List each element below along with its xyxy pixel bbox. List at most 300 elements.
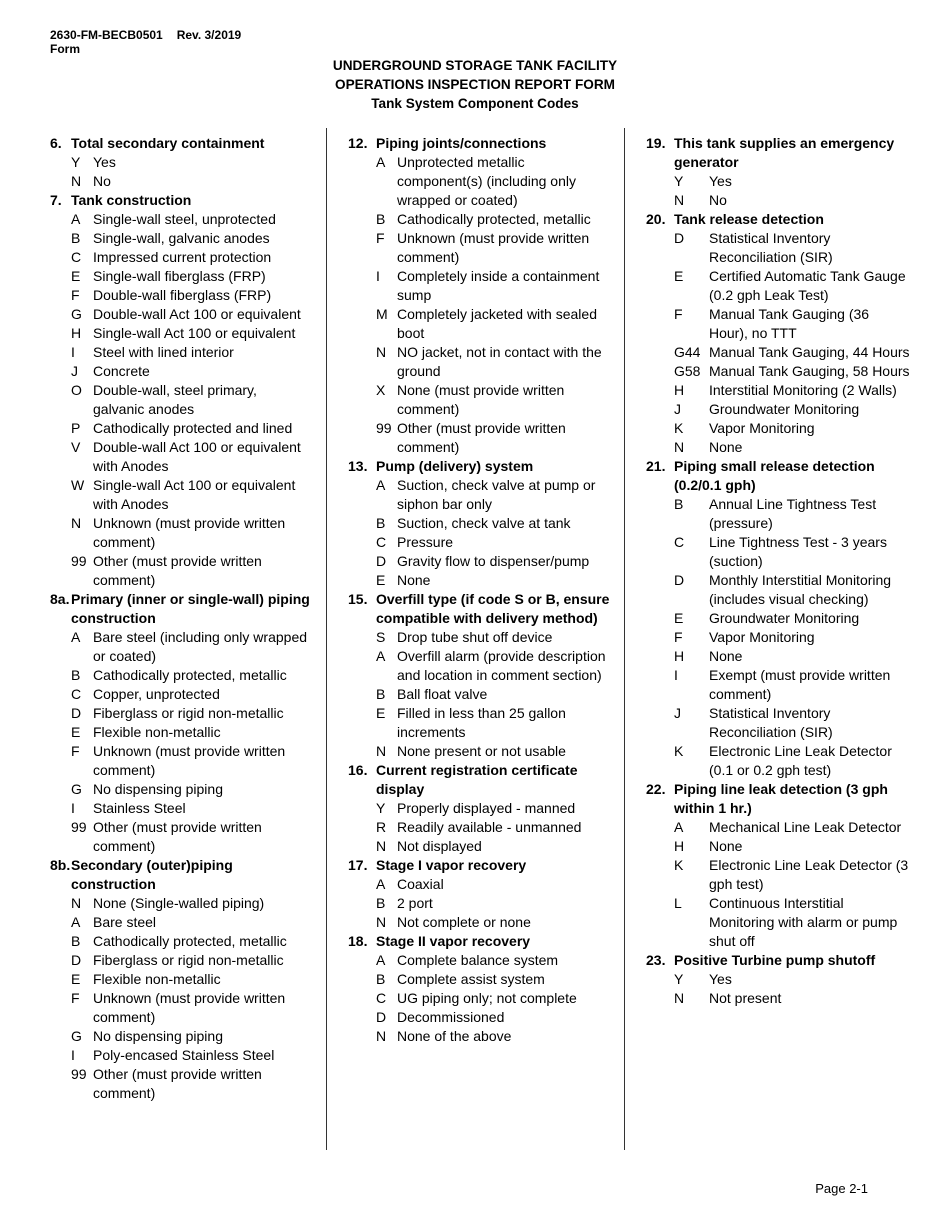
section-title: Pump (delivery) system [376,458,534,474]
code-description: Cathodically protected and lined [93,420,293,436]
code-description: Yes [709,971,732,987]
code-description: Yes [93,154,116,170]
section-heading [646,780,910,818]
code-value: K [674,857,684,873]
code-item [646,343,910,362]
code-value: C [674,534,685,550]
section-title: Total secondary containment [71,135,265,151]
section-heading [50,590,312,628]
section-number: 16. [348,762,368,778]
code-description: None (Single-walled piping) [93,895,265,911]
code-description: Flexible non-metallic [93,724,221,740]
code-item [646,989,910,1008]
code-item [348,514,612,533]
section-number: 13. [348,458,368,474]
code-description: Cathodically protected, metallic [397,211,591,227]
code-item [646,666,910,704]
code-item [348,229,612,267]
code-description: Unprotected metallic component(s) (including only wrapped or coated) [397,154,576,208]
form-code: 2630-FM-BECB0501 [50,28,163,42]
page-section-title: Tank System Component Codes [371,96,579,111]
code-item [646,571,910,609]
code-item [50,780,312,799]
code-value: X [376,382,386,398]
section-title: Secondary (outer)piping construction [71,857,233,892]
code-description: Manual Tank Gauging, 58 Hours [709,363,910,379]
page-title: UNDERGROUND STORAGE TANK FACILITY [332,58,618,73]
code-item [50,913,312,932]
code-description: Not displayed [397,838,482,854]
code-value: B [71,230,81,246]
section-number: 22. [646,781,666,797]
code-description: Completely jacketed with sealed boot [397,306,597,341]
code-value: J [71,363,78,379]
column-divider [326,128,327,1150]
code-description: Exempt (must provide written comment) [709,667,891,702]
code-item [348,267,612,305]
code-description: Steel with lined interior [93,344,234,360]
section-title: This tank supplies an emergency generator [674,135,895,170]
code-description: None of the above [397,1028,512,1044]
code-description: Single-wall Act 100 or equivalent [93,325,296,341]
code-value: 99 [71,819,87,835]
code-item [348,381,612,419]
code-item [50,723,312,742]
code-description: Interstitial Monitoring (2 Walls) [709,382,897,398]
code-item [646,970,910,989]
code-value: N [674,439,685,455]
code-description: Vapor Monitoring [709,629,815,645]
section-number: 23. [646,952,666,968]
page-subtitle: OPERATIONS INSPECTION REPORT FORM [335,77,615,92]
code-item [50,970,312,989]
code-description: Single-wall Act 100 or equivalent with Anodes [93,477,296,512]
code-item [348,571,612,590]
section-heading [348,761,612,799]
code-value: B [71,933,81,949]
code-value: Y [674,971,684,987]
code-section [50,590,312,856]
code-item [50,685,312,704]
code-description: Filled in less than 25 gallon increments [397,705,566,740]
code-value: V [71,439,81,455]
code-description: Overfill alarm (provide description and location in comment section) [397,648,606,683]
code-value: I [71,1047,75,1063]
code-item [646,305,910,343]
code-description: Completely inside a containment sump [397,268,600,303]
code-description: None [709,439,743,455]
code-value: I [674,667,678,683]
code-item [646,191,910,210]
code-description: Decommissioned [397,1009,505,1025]
code-section [348,457,612,590]
code-description: Other (must provide written comment) [93,553,262,588]
code-value: F [376,230,385,246]
code-description: Cathodically protected, metallic [93,933,287,949]
code-item [348,875,612,894]
code-description: Drop tube shut off device [397,629,553,645]
code-section [646,457,910,780]
code-value: L [674,895,682,911]
code-value: B [376,211,386,227]
code-description: Double-wall Act 100 or equivalent [93,306,301,322]
code-value: A [376,648,386,664]
code-description: No dispensing piping [93,1028,223,1044]
code-description: Readily available - unmanned [397,819,582,835]
code-item [50,438,312,476]
code-value: N [376,344,387,360]
code-description: Bare steel (including only wrapped or coated) [93,629,308,664]
code-value: 99 [71,1066,87,1082]
code-value: N [376,914,387,930]
code-value: G [71,781,82,797]
code-description: No [709,192,727,208]
code-value: S [376,629,386,645]
code-description: Complete balance system [397,952,559,968]
code-item [50,1065,312,1103]
section-title: Tank construction [71,192,192,208]
code-description: No dispensing piping [93,781,223,797]
code-description: None (must provide written comment) [397,382,565,417]
code-item [646,533,910,571]
code-value: N [674,990,685,1006]
section-number: 12. [348,135,368,151]
code-value: N [376,838,387,854]
section-heading [348,457,612,476]
code-section [646,134,910,210]
code-description: UG piping only; not complete [397,990,577,1006]
code-item [348,913,612,932]
code-item [50,324,312,343]
code-value: J [674,705,681,721]
code-value: F [71,990,80,1006]
code-item [348,305,612,343]
code-item [646,647,910,666]
code-item [646,894,910,951]
page-number: Page 2-1 [815,1181,868,1196]
code-description: Vapor Monitoring [709,420,815,436]
code-item [50,628,312,666]
code-item [50,989,312,1027]
code-value: Y [674,173,684,189]
code-item [348,343,612,381]
code-value: E [376,705,386,721]
code-item [50,799,312,818]
code-description: Unknown (must provide written comment) [93,515,286,550]
code-value: A [376,477,386,493]
code-item [348,476,612,514]
code-description: Single-wall steel, unprotected [93,211,276,227]
code-item [50,286,312,305]
code-item [348,628,612,647]
code-value: N [376,1028,387,1044]
code-value: F [674,306,683,322]
code-item [50,362,312,381]
code-value: A [674,819,684,835]
code-item [646,267,910,305]
section-title: Stage I vapor recovery [376,857,527,873]
code-item [348,799,612,818]
code-value: I [71,800,75,816]
code-value: A [376,154,386,170]
codes-column-1 [50,134,312,1103]
code-description: Double-wall Act 100 or equivalent with Anodes [93,439,301,474]
code-description: Manual Tank Gauging, 44 Hours [709,344,910,360]
code-description: Complete assist system [397,971,545,987]
code-description: Electronic Line Leak Detector (3 gph test) [709,857,909,892]
section-number: 18. [348,933,368,949]
code-item [348,552,612,571]
code-description: Cathodically protected, metallic [93,667,287,683]
code-value: B [376,515,386,531]
section-heading [50,134,312,153]
code-item [50,210,312,229]
code-item [348,989,612,1008]
section-title: Overfill type (if code S or B, ensure compatible with delivery method) [376,591,610,626]
code-value: D [71,952,82,968]
section-heading [348,856,612,875]
section-heading [646,951,910,970]
section-title: Piping line leak detection (3 gph within 1 hr.) [674,781,888,816]
code-value: E [376,572,386,588]
section-number: 6. [50,135,62,151]
code-description: Yes [709,173,732,189]
code-description: Monthly Interstitial Monitoring (includes visual checking) [709,572,892,607]
code-section [348,761,612,856]
section-number: 8b. [50,857,71,873]
code-value: E [674,268,684,284]
section-heading [646,210,910,229]
form-id-block [50,28,241,56]
code-description: Unknown (must provide written comment) [93,743,286,778]
code-item [646,609,910,628]
code-item [646,438,910,457]
form-revision: Rev. 3/2019 [176,28,242,42]
code-section [348,134,612,457]
code-description: Single-wall, galvanic anodes [93,230,270,246]
code-value: I [71,344,75,360]
code-value: D [376,1009,387,1025]
code-description: 2 port [397,895,433,911]
code-item [348,742,612,761]
code-section [348,932,612,1046]
section-number: 17. [348,857,368,873]
code-value: H [674,382,685,398]
code-value: Y [71,154,81,170]
section-title: Tank release detection [674,211,824,227]
code-item [646,837,910,856]
code-description: Continuous Interstitial Monitoring with alarm or pump shut off [709,895,898,949]
code-description: Concrete [93,363,150,379]
code-description: Suction, check valve at pump or siphon bar only [397,477,596,512]
code-description: Poly-encased Stainless Steel [93,1047,275,1063]
code-value: N [376,743,387,759]
code-item [50,552,312,590]
code-value: D [71,705,82,721]
code-description: Unknown (must provide written comment) [397,230,590,265]
code-section [348,590,612,761]
code-value: Y [376,800,386,816]
code-description: Coaxial [397,876,444,892]
section-number: 8a. [50,591,70,607]
code-value: G44 [674,344,701,360]
section-heading [348,134,612,153]
code-section [50,856,312,1103]
code-item [50,153,312,172]
code-item [50,1046,312,1065]
code-item [646,856,910,894]
code-value: B [376,895,386,911]
code-value: 99 [376,420,392,436]
code-description: Other (must provide written comment) [93,1066,262,1101]
section-number: 21. [646,458,666,474]
code-description: Gravity flow to dispenser/pump [397,553,590,569]
code-item [50,932,312,951]
code-value: D [674,572,685,588]
code-item [50,514,312,552]
code-item [348,533,612,552]
code-description: Unknown (must provide written comment) [93,990,286,1025]
code-item [348,647,612,685]
code-description: Other (must provide written comment) [93,819,262,854]
code-value: B [376,971,386,987]
code-description: Not complete or none [397,914,531,930]
code-value: E [71,268,81,284]
code-description: Fiberglass or rigid non-metallic [93,952,284,968]
code-description: Ball float valve [397,686,488,702]
section-title: Current registration certificate display [376,762,578,797]
code-item [50,267,312,286]
section-heading [348,932,612,951]
code-item [50,381,312,419]
code-item [348,951,612,970]
code-item [50,666,312,685]
code-description: Annual Line Tightness Test (pressure) [709,496,877,531]
code-value: F [674,629,683,645]
code-description: Groundwater Monitoring [709,401,860,417]
section-heading [50,191,312,210]
code-value: B [674,496,684,512]
code-item [348,1008,612,1027]
section-title: Piping joints/connections [376,135,547,151]
code-section [348,856,612,932]
code-item [646,229,910,267]
code-item [348,818,612,837]
code-value: B [71,667,81,683]
code-description: Manual Tank Gauging (36 Hour), no TTT [709,306,870,341]
code-item [348,837,612,856]
code-item [646,818,910,837]
code-description: Statistical Inventory Reconciliation (SIR) [709,230,833,265]
code-value: N [71,173,82,189]
code-description: Copper, unprotected [93,686,220,702]
code-value: C [71,686,82,702]
code-description: Pressure [397,534,454,550]
code-description: Line Tightness Test - 3 years (suction) [709,534,887,569]
code-value: E [71,724,81,740]
code-item [50,248,312,267]
section-title: Piping small release detection (0.2/0.1 gph) [674,458,875,493]
code-item [646,400,910,419]
code-value: H [674,838,685,854]
code-value: P [71,420,81,436]
form-label: Form [50,42,80,56]
code-item [646,628,910,647]
code-section [646,210,910,457]
page-title-block [0,56,950,113]
code-item [348,685,612,704]
section-number: 19. [646,135,666,151]
section-heading [646,134,910,172]
section-heading [348,590,612,628]
code-value: C [71,249,82,265]
code-description: Single-wall fiberglass (FRP) [93,268,266,284]
code-item [50,951,312,970]
code-item [50,419,312,438]
code-item [348,210,612,229]
column-divider [624,128,625,1150]
code-item [50,172,312,191]
code-item [348,153,612,210]
code-value: W [71,477,85,493]
code-item [348,419,612,457]
code-item [646,704,910,742]
code-item [646,419,910,438]
code-value: A [376,952,386,968]
code-description: Bare steel [93,914,157,930]
code-description: Groundwater Monitoring [709,610,860,626]
code-value: F [71,743,80,759]
code-description: Impressed current protection [93,249,272,265]
code-value: R [376,819,387,835]
code-description: Double-wall fiberglass (FRP) [93,287,272,303]
codes-column-2 [348,134,612,1046]
code-item [50,229,312,248]
code-value: K [674,743,684,759]
code-description: Mechanical Line Leak Detector [709,819,902,835]
code-description: Double-wall, steel primary, galvanic anodes [93,382,257,417]
code-value: N [71,515,82,531]
code-item [348,894,612,913]
code-description: Flexible non-metallic [93,971,221,987]
code-item [50,1027,312,1046]
code-item [646,362,910,381]
code-item [646,381,910,400]
code-value: J [674,401,681,417]
section-title: Stage II vapor recovery [376,933,531,949]
code-description: Certified Automatic Tank Gauge (0.2 gph Leak Test) [709,268,906,303]
code-value: C [376,534,387,550]
code-value: N [71,895,82,911]
code-item [348,1027,612,1046]
code-value: D [376,553,387,569]
code-description: None [709,648,743,664]
code-item [50,818,312,856]
code-item [646,495,910,533]
code-value: A [71,629,81,645]
code-value: M [376,306,388,322]
code-section [50,134,312,191]
section-title: Positive Turbine pump shutoff [674,952,876,968]
code-item [50,343,312,362]
section-heading [50,856,312,894]
code-description: None [397,572,431,588]
code-value: G [71,306,82,322]
code-item [50,476,312,514]
code-value: H [71,325,82,341]
code-description: No [93,173,111,189]
code-description: Suction, check valve at tank [397,515,571,531]
